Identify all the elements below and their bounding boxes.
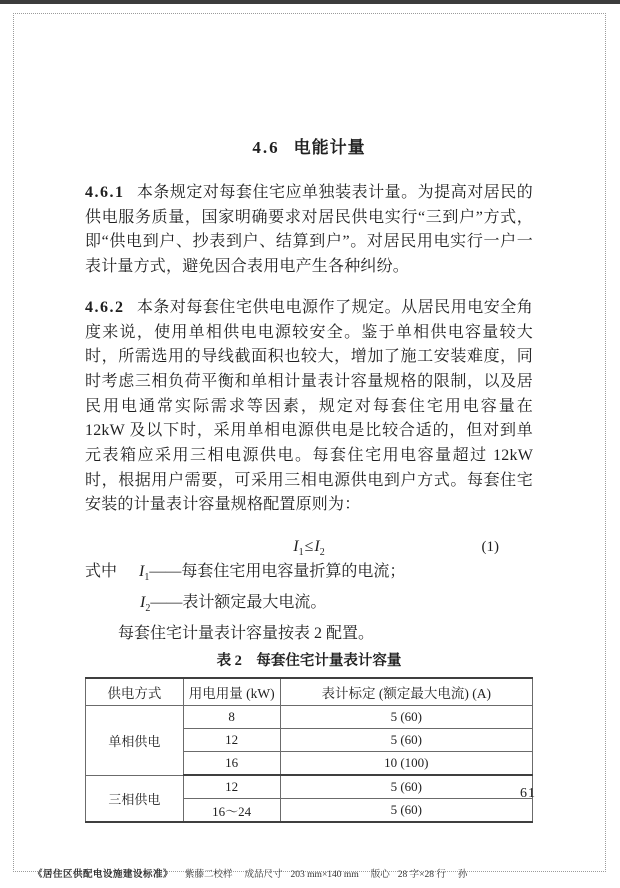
- core-label: 版心: [370, 870, 390, 880]
- page-number: 61: [520, 786, 536, 801]
- where-definition-2: [85, 591, 533, 622]
- clause-text: 本条对每套住宅供电电源作了规定。从居民用电安全角度来说，使用单相供电电源较安全。鉴于单相供电容量较大时，所需选用的导线截面积也较大，增加了施工安装难度，同时考虑三相负荷平衡和单相计量表计容量规格的限制，以及居民用电通常实际需求等因素，规定对每套住宅用电容量在 12kW 及以下时，采用单相电源供电是比较合适的，但对到单元表箱应采用三相电源供电。每套住宅用电容量超过 12kW 时，根据用户需要，可采用三相电源供电到户方式。每套住宅安装的计量表计容量规格配置原则为：: [85, 298, 533, 514]
- table-row: [86, 706, 533, 729]
- clause-4-6-1: [85, 181, 533, 280]
- table-header-row: [86, 678, 533, 706]
- signature: 孙: [457, 870, 468, 880]
- equation-number: (1): [481, 539, 499, 556]
- where-definition-1: [85, 560, 533, 591]
- cell-supply-single-phase: 单相供电: [86, 706, 184, 776]
- clause-text: 本条规定对每套住宅应单独装表计量。为提高对居民的供电服务质量，国家明确要求对居民供电实行“三到户”方式，即“供电到户、抄表到户、结算到户”。对居民用电实行一户一表计量方式，避免因合表用电产生各种纠纷。: [85, 184, 533, 276]
- size-label: 成品尺寸: [244, 870, 283, 880]
- core-value: 28 字×28 行: [397, 870, 446, 880]
- cell-rating: 5 (60): [280, 799, 532, 823]
- clause-number: 4.6.2: [85, 298, 125, 316]
- equation-1: [85, 534, 533, 560]
- cell-supply-three-phase: 三相供电: [86, 775, 184, 822]
- size-value: 203 mm×140 mm: [290, 870, 359, 880]
- formula-var-i1: I: [293, 538, 299, 556]
- meter-capacity-table: [85, 677, 533, 823]
- cell-usage: 16～24: [183, 799, 280, 823]
- clause-4-6-2: [85, 296, 533, 518]
- table-caption: 表 2 每套住宅计量表计容量: [216, 653, 402, 670]
- cell-rating: 10 (100): [280, 752, 532, 776]
- print-proof-footer: [33, 868, 593, 882]
- definition-text: ——表计额定最大电流。: [150, 593, 327, 611]
- section-title: 电能计量: [293, 138, 366, 157]
- symbol-i1: I: [139, 563, 145, 581]
- cell-rating: 5 (60): [280, 775, 532, 799]
- cell-usage: 12: [183, 775, 280, 799]
- header-rating: 表计标定 (额定最大电流) (A): [280, 678, 532, 706]
- leq-operator: ≤: [304, 538, 314, 556]
- section-number: 4.6: [252, 138, 280, 157]
- section-heading: [85, 136, 533, 160]
- formula-var-i2: I: [314, 538, 320, 556]
- where-label: 式中: [85, 563, 118, 581]
- table-row: [86, 775, 533, 799]
- symbol-sub: 2: [145, 603, 151, 615]
- symbol-sub: 1: [144, 572, 150, 584]
- cell-usage: 12: [183, 729, 280, 752]
- cell-rating: 5 (60): [280, 706, 532, 729]
- proof-note: 紫藤二校样: [185, 870, 233, 880]
- formula-sub-2: 2: [319, 547, 325, 559]
- clause-number: 4.6.1: [85, 184, 125, 201]
- header-usage: 用电用量 (kW): [183, 678, 280, 706]
- cell-rating: 5 (60): [280, 729, 532, 752]
- page-content: [85, 0, 533, 823]
- cell-usage: 8: [183, 706, 280, 729]
- definition-text: ——每套住宅用电容量折算的电流；: [149, 563, 406, 581]
- cell-usage: 16: [183, 752, 280, 776]
- symbol-i2: I: [140, 593, 146, 611]
- formula-sub-1: 1: [298, 547, 304, 559]
- header-supply-mode: 供电方式: [86, 678, 184, 706]
- table-reference-note: 每套住宅计量表计容量按表 2 配置。: [118, 624, 375, 642]
- book-title: 《居住区供配电设施建设标准》: [33, 870, 174, 880]
